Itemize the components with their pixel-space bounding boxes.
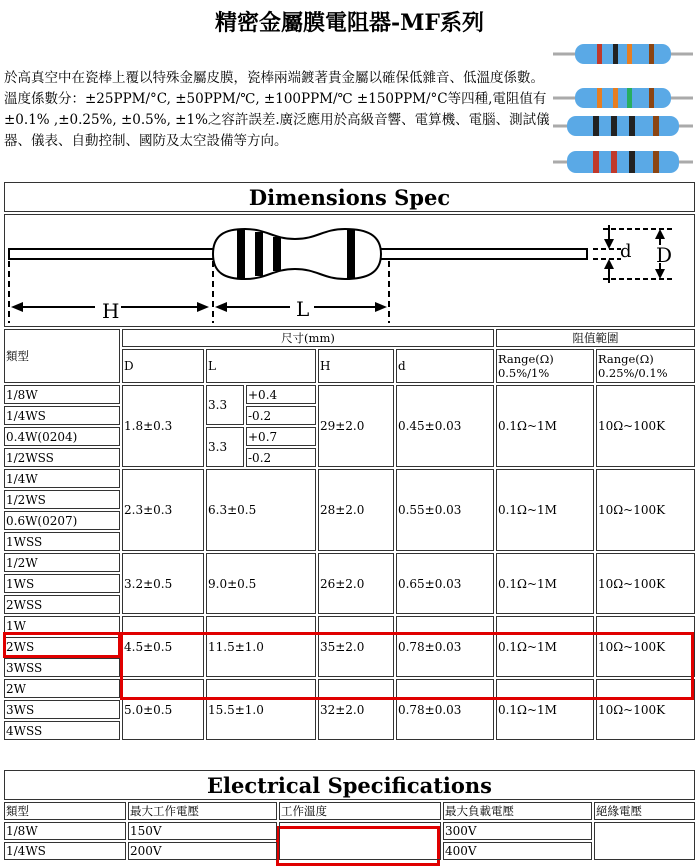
- L-cell: 15.5±1.0: [206, 679, 316, 740]
- type-cell: 1WSS: [4, 532, 120, 551]
- col-insulation-voltage: 絕緣電壓: [594, 802, 695, 820]
- resistor-photo-icon: [553, 36, 693, 178]
- L-cell: 9.0±0.5: [206, 553, 316, 614]
- range2-cell: 10Ω~100K: [596, 469, 695, 551]
- col-overload-voltage: 最大負載電壓: [443, 802, 592, 820]
- col-range: 阻值範圍: [496, 329, 695, 347]
- range1-cell: 0.1Ω~1M: [496, 616, 594, 677]
- L-tol-cell: -0.2: [246, 406, 316, 425]
- H-cell: 32±2.0: [318, 679, 394, 740]
- d-cell: 0.45±0.03: [396, 385, 494, 467]
- type-cell: 0.4W(0204): [4, 427, 120, 446]
- range2-cell: 10Ω~100K: [596, 553, 695, 614]
- dimensions-table: [2, 180, 697, 742]
- type-cell: 3WS: [4, 700, 120, 719]
- type-cell: 2WS: [4, 637, 120, 656]
- dimensions-diagram: [4, 214, 695, 327]
- type-cell: 1/8W: [4, 385, 120, 404]
- L-tol-cell: -0.2: [246, 448, 316, 467]
- H-cell: 28±2.0: [318, 469, 394, 551]
- label-D: D: [656, 243, 673, 267]
- type-cell: 1/4WS: [4, 406, 120, 425]
- D-cell: 1.8±0.3: [122, 385, 204, 467]
- type-cell: 1/2WS: [4, 490, 120, 509]
- type-cell: 1W: [4, 616, 120, 635]
- range2-cell: 10Ω~100K: [596, 679, 695, 740]
- type-cell: 1/8W: [4, 822, 126, 840]
- H-cell: 26±2.0: [318, 553, 394, 614]
- d-cell: 0.78±0.03: [396, 679, 494, 740]
- type-cell: 1/4W: [4, 469, 120, 488]
- range1-cell: 0.1Ω~1M: [496, 469, 594, 551]
- overload-voltage-cell: 400V: [443, 842, 592, 860]
- electrical-table: [2, 768, 697, 862]
- type-cell: 1/4WS: [4, 842, 126, 860]
- working-voltage-cell: 200V: [128, 842, 277, 860]
- D-cell: 4.5±0.5: [122, 616, 204, 677]
- type-cell: 4WSS: [4, 721, 120, 740]
- type-cell: 3WSS: [4, 658, 120, 677]
- type-cell: 1/2W: [4, 553, 120, 572]
- col-working-voltage: 最大工作電壓: [128, 802, 277, 820]
- col-d: d: [396, 349, 494, 383]
- range2-cell: 10Ω~100K: [596, 616, 695, 677]
- overload-voltage-cell: 300V: [443, 822, 592, 840]
- L-tol-cell: +0.4: [246, 385, 316, 404]
- range2-cell: 10Ω~100K: [596, 385, 695, 467]
- type-cell: 1/2WSS: [4, 448, 120, 467]
- d-cell: 0.65±0.03: [396, 553, 494, 614]
- col-L: L: [206, 349, 316, 383]
- col-type: 類型: [4, 329, 120, 383]
- L-cell: 11.5±1.0: [206, 616, 316, 677]
- label-H: H: [102, 299, 120, 323]
- type-cell: 1WS: [4, 574, 120, 593]
- H-cell: 29±2.0: [318, 385, 394, 467]
- label-d: d: [620, 241, 632, 262]
- col-H: H: [318, 349, 394, 383]
- operating-temp-cell: [279, 822, 441, 860]
- dimensions-heading: Dimensions Spec: [4, 182, 695, 212]
- col-range1: Range(Ω) 0.5%/1%: [496, 349, 594, 383]
- L-cell: 6.3±0.5: [206, 469, 316, 551]
- type-cell: 2WSS: [4, 595, 120, 614]
- col-D: D: [122, 349, 204, 383]
- page-title: 精密金屬膜電阻器-MF系列: [214, 10, 485, 36]
- range1-cell: 0.1Ω~1M: [496, 385, 594, 467]
- col-operating-temp: 工作溫度: [279, 802, 441, 820]
- d-cell: 0.55±0.03: [396, 469, 494, 551]
- intro-paragraph: 於高真空中在瓷棒上覆以特殊金屬皮膜，瓷棒兩端鍍著貴金屬以確保低雜音、低溫度係數。溫度係數分：±25PPM/°C, ±50PPM/℃, ±100PPM/℃ ±150PPM/°C等四種,電阻值有±0.1% ,±0.25%, ±0.5%, ±1%之容許誤差.廣泛應用於高級音響、電算機、電腦、測試儀器、儀表、自動控制、國防及太空設備等方向。: [4, 70, 550, 149]
- resistor-photos: [553, 36, 693, 178]
- L-tol-cell: +0.7: [246, 427, 316, 446]
- electrical-heading: Electrical Specifications: [4, 770, 695, 800]
- range1-cell: 0.1Ω~1M: [496, 679, 594, 740]
- col-range2: Range(Ω) 0.25%/0.1%: [596, 349, 695, 383]
- D-cell: 2.3±0.3: [122, 469, 204, 551]
- D-cell: 3.2±0.5: [122, 553, 204, 614]
- col-type: 類型: [4, 802, 126, 820]
- type-cell: 0.6W(0207): [4, 511, 120, 530]
- H-cell: 35±2.0: [318, 616, 394, 677]
- L-cell: 3.3: [206, 385, 244, 425]
- d-cell: 0.78±0.03: [396, 616, 494, 677]
- working-voltage-cell: 150V: [128, 822, 277, 840]
- type-cell: 2W: [4, 679, 120, 698]
- L-cell: 3.3: [206, 427, 244, 467]
- range1-cell: 0.1Ω~1M: [496, 553, 594, 614]
- insulation-voltage-cell: [594, 822, 695, 860]
- col-size: 尺寸(mm): [122, 329, 494, 347]
- D-cell: 5.0±0.5: [122, 679, 204, 740]
- label-L: L: [296, 297, 310, 321]
